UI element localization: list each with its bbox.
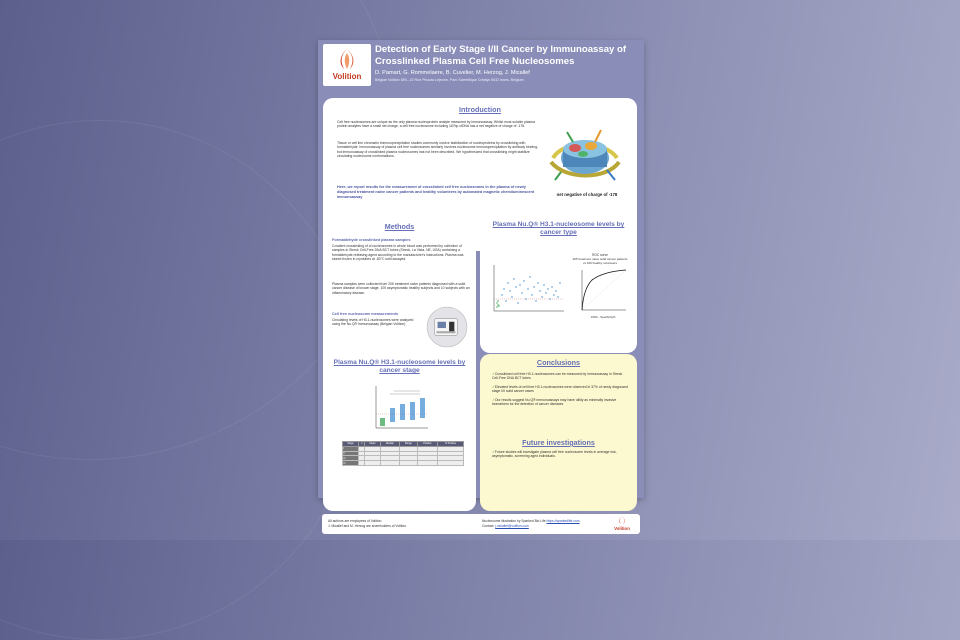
table-row: IV — [343, 461, 464, 466]
roc-curve-chart — [578, 268, 628, 314]
analyzer-instrument-photo — [426, 306, 468, 348]
cancer-type-panel — [480, 216, 637, 353]
cancer-stage-heading: Plasma Nu.Q® H3.1-nucleosome levels by cancer stage — [333, 359, 466, 374]
future-investigations-heading: Future investigations — [522, 438, 595, 447]
future-investigations-list — [492, 450, 628, 463]
poster-authors: D. Pamart, G. Rommelaere, B. Cuvelier, M. Herzog, J. Micallef — [375, 70, 530, 76]
footer-contact-label: Contact: — [482, 524, 495, 528]
figure-caption: net negative of charge of -178 — [556, 192, 618, 197]
cancer-stage-box-plot — [370, 384, 430, 432]
volition-flame-icon — [335, 47, 359, 71]
introduction-heading: Introduction — [459, 105, 501, 114]
footer-credit-link[interactable]: https://sparkedlife.com — [546, 519, 580, 523]
methods-subheading-measurements: Cell free nucleosome measurements — [332, 312, 399, 316]
footer-logo-text: Volition — [614, 526, 630, 531]
poster-title: Detection of Early Stage I/II Cancer by Immunoassay of Crosslinked Plasma Cell Free Nucleosomes — [375, 44, 627, 67]
nucleosome-illustration — [545, 118, 625, 188]
methods-paragraph-1: Covalent crosslinking of cf-nucleosomes in whole blood was performed by collection of samples in Streck Cell-Free DNA BCT tubes (Streck, La Vista, NE, USA) containing a formaldehyde-releasing agent according to the manufacturer's instructions. Plasma was stored frozen in cryotubes at -80°C until assayed. — [332, 244, 464, 262]
table-header: Positive — [417, 442, 437, 447]
conclusions-list — [492, 372, 628, 410]
table-header: Stage — [343, 442, 359, 447]
table-header: Range — [400, 442, 418, 447]
table-row: III — [343, 456, 464, 461]
conclusions-panel — [480, 354, 637, 511]
cancer-type-heading: Plasma Nu.Q® H3.1-nucleosome levels by cancer type — [492, 221, 625, 236]
list-item: ✓ Future studies will investigate plasma cell free nucleosome levels in average risk, asymptomatic, screening aged individuals. — [492, 450, 628, 459]
cancer-stage-panel — [323, 354, 476, 511]
list-item: ✓ Elevated levels of cell free H3.1-nucleosomes were observed in 37% of newly diagnosed stage I/II solid cancer cases — [492, 385, 628, 394]
table-header: n — [359, 442, 365, 447]
logo-text: Volition — [332, 72, 362, 81]
roc-xlabel: 100% - Specificity% — [590, 315, 616, 319]
intro-paragraph-1: Cell free nucleosomes are unique as the only plasma nucleoprotein analyte measured by immunoassay. Whilst most soluble plasma protein analytes have a small net charge, a cell free nucleosome including 167bp cfDNA has a net negative of charge of -178. — [337, 120, 536, 129]
footer-credit-text: Nucleosome illustration by Sparked Bio Life — [482, 519, 546, 523]
poster-footer — [322, 514, 640, 534]
volition-logo — [323, 44, 371, 86]
intro-paragraph-2: Tissue or cell line chromatin immunoprecipitation studies commonly involve stabilization of nucleoproteins by crosslinking with formaldehyde. Immunoassay of plasma cell free nucleosomes similarly involves nucleosome immunoprecipitation by antibody binding, but immunoassay of crosslinked plasma nucleosomes has not been described. We hypothesized that crosslinking might stabilize circulating nucleosome conformations. — [337, 141, 538, 159]
methods-subheading-samples: Formaldehyde crosslinked plasma samples — [332, 238, 411, 242]
footer-disclosure-1: All authors are employees of Volition. — [328, 519, 383, 523]
intro-paragraph-3: Here, we report results for the measurement of crosslinked cell free nucleosomes in the plasma of newly diagnosed treatment naive cancer patients and healthy volunteers by automated magnetic chemiluminescent immunoassay — [337, 185, 535, 199]
footer-volition-flame-icon — [617, 515, 627, 525]
cancer-stage-table — [342, 441, 464, 466]
footer-disclosure-2: J. Micallef and M. Herzog are shareholders of Volition. — [328, 524, 407, 528]
methods-paragraph-3: Circulating levels of H3.1-nucleosomes were analyzed using the Nu.Q® immunoassay (Belgian Volition) — [332, 318, 414, 327]
table-row: I — [343, 446, 464, 451]
table-header: Median — [380, 442, 399, 447]
list-item: ✓ Crosslinked cell free H3.1-nucleosomes can be measured by immunoassay in Streck Cell-Free DNA BCT tubes — [492, 372, 628, 381]
cancer-type-scatter-plot — [486, 261, 566, 321]
conclusions-heading: Conclusions — [536, 358, 581, 367]
methods-paragraph-2: Plasma samples were collected from 205 treatment naive patients diagnosed with a solid cancer disease of known stage, 100 asymptomatic healthy subjects and 10 subjects with an inflammatory disease. — [332, 282, 470, 295]
list-item: ✓ Our results suggest Nu.Q® immunoassays may have utility as minimally invasive biomarkers for the detection of cancer diseases — [492, 398, 628, 407]
poster — [318, 40, 644, 531]
roc-title: ROC curve — [592, 253, 608, 257]
table-header: Mean — [365, 442, 381, 447]
roc-subtitle-2: vs 100 healthy volunteers — [582, 261, 618, 265]
roc-subtitle-1: 205 treatment naive solid cancer patients — [572, 257, 628, 261]
methods-heading: Methods — [384, 222, 415, 231]
poster-affiliation: Belgian Volition SRL, 22 Rue Phocas Lejeune, Parc Scientifique Créalys 5032 Isnes, Belgium — [375, 78, 524, 82]
footer-credit — [482, 519, 580, 523]
footer-contact-email[interactable]: j.micallef@volition.com — [495, 524, 529, 528]
footer-contact — [482, 524, 529, 528]
table-header: % Positive — [438, 442, 464, 447]
table-row: II — [343, 451, 464, 456]
